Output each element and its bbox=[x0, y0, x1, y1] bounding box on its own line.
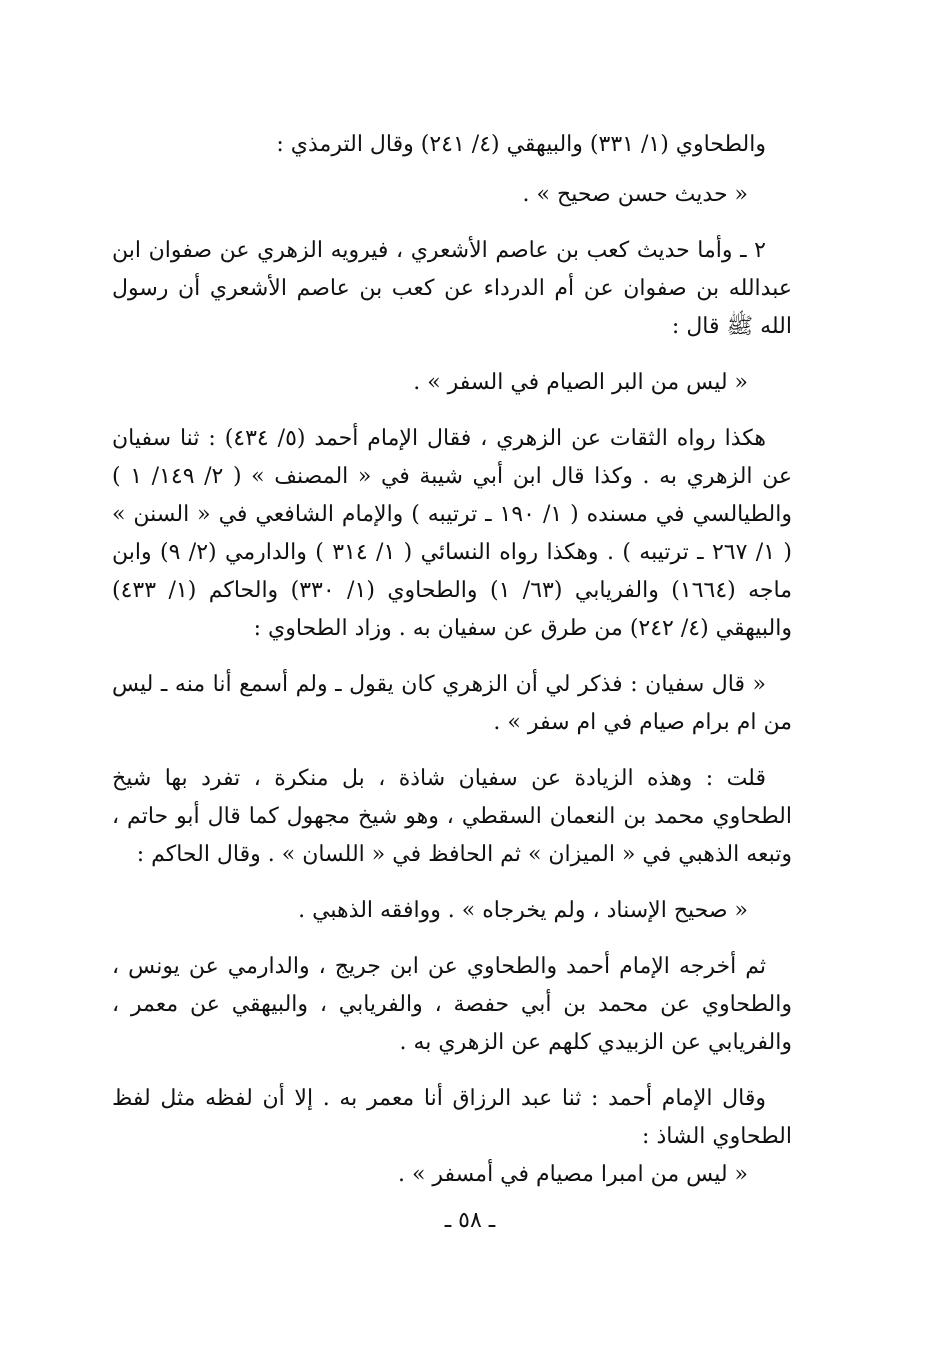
paragraph: هكذا رواه الثقات عن الزهري ، فقال الإمام أحمد (٥/ ٤٣٤) : ثنا سفيان عن الزهري به . وكذا قال ابن أبي شيبة في « المصنف » ( ٢/ ١٤٩/ ١ ) والطيالسي في مسنده ( ١/ ١٩٠ ـ ترتيبه ) والإمام الشافعي في « السنن » ( ١/ ٢٦٧ ـ ترتيبه ) . وهكذا رواه النسائي ( ١/ ٣١٤ ) والدارمي (٢/ ٩) وابن ماجه (١٦٦٤) والفريابي (٦٣/ ١) والطحاوي (١/ ٣٣٠) والحاكم (١/ ٤٣٣) والبيهقي (٤/ ٢٤٢) من طرق عن سفيان به . وزاد الطحاوي : bbox=[112, 426, 793, 641]
page-body bbox=[112, 126, 792, 1194]
paragraph: ثم أخرجه الإمام أحمد والطحاوي عن ابن جريج ، والدارمي عن يونس ، والطحاوي عن محمد بن أبي حفصة ، والفريابي ، والبيهقي عن معمر ، والفريابي عن الزبيدي كلهم عن الزهري به . bbox=[112, 954, 792, 1055]
page-number: ـ ٥٨ ـ bbox=[444, 1208, 496, 1233]
paragraph: « قال سفيان : فذكر لي أن الزهري كان يقول ـ ولم أسمع أنا منه ـ ليس من ام برام صيام في ام سفر » . bbox=[112, 672, 792, 735]
quotation: « ليس من امبرا مصيام في أمسفر » . bbox=[397, 1162, 748, 1187]
paragraph: قلت : وهذه الزيادة عن سفيان شاذة ، بل منكرة ، تفرد بها شيخ الطحاوي محمد بن النعمان السقطي ، وهو شيخ مجهول كما قال أبو حاتم ، وتبعه الذهبي في « الميزان » ثم الحافظ في « اللسان » . وقال الحاكم : bbox=[112, 766, 792, 867]
quotation: « صحيح الإسناد ، ولم يخرجاه » . ووافقه الذهبي . bbox=[298, 898, 748, 923]
quotation: « ليس من البر الصيام في السفر » . bbox=[413, 370, 748, 395]
paragraph: وقال الإمام أحمد : ثنا عبد الرزاق أنا معمر به . إلا أن لفظه مثل لفظ الطحاوي الشاذ : bbox=[112, 1086, 792, 1149]
paragraph: ٢ ـ وأما حديث كعب بن عاصم الأشعري ، فيرويه الزهري عن صفوان ابن عبدالله بن صفوان عن أم الدرداء عن كعب بن عاصم الأشعري أن رسول الله ﷺ قال : bbox=[112, 238, 792, 339]
paragraph: والطحاوي (١/ ٣٣١) والبيهقي (٤/ ٢٤١) وقال الترمذي : bbox=[276, 132, 766, 157]
quotation: « حديث حسن صحيح » . bbox=[522, 182, 748, 207]
